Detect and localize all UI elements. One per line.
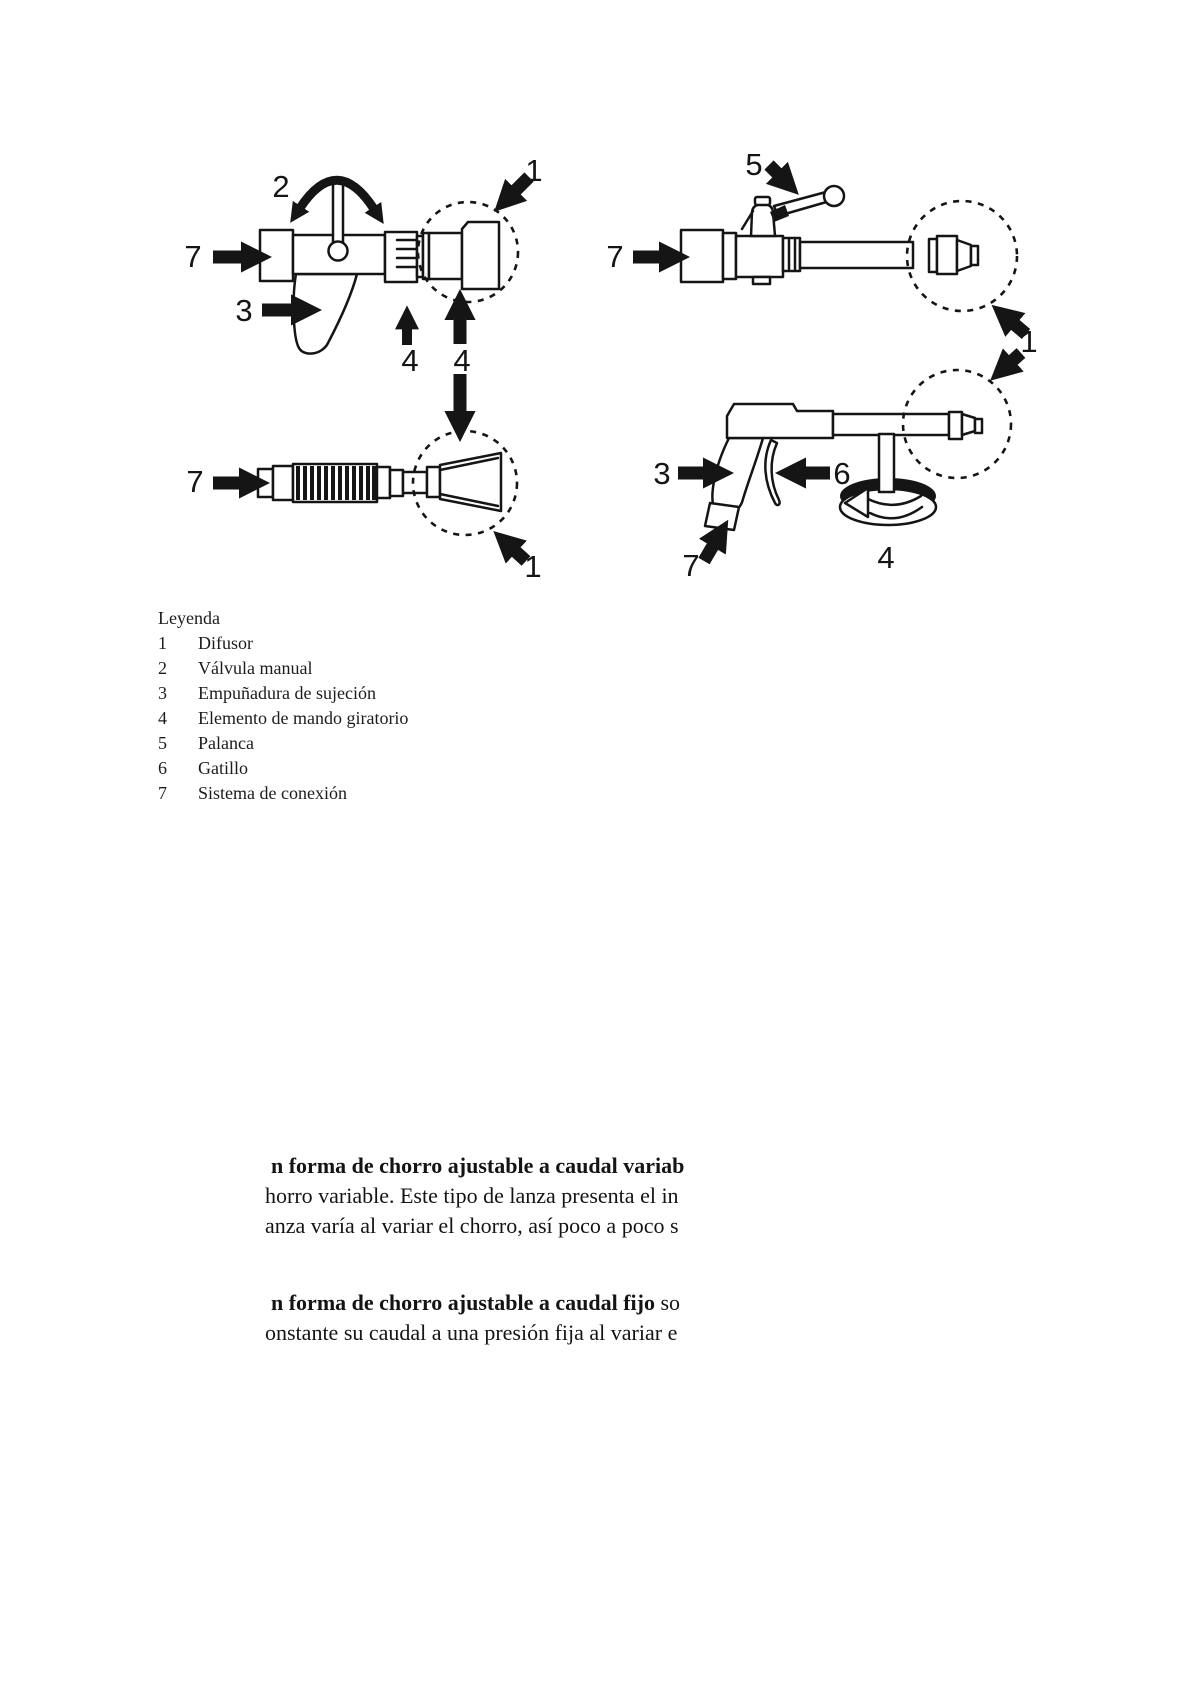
diagram-lance-fuelle <box>186 374 541 584</box>
paragraph-caudal-variable: n forma de chorro ajustable a caudal variab horro variable. Este tipo de lanza presenta el in anza varía al variar el chorro, así poco a poco s <box>265 1153 685 1238</box>
conexion-coupling <box>681 230 723 282</box>
paragraph-heading-line: n forma de chorro ajustable a caudal fijo so <box>271 1290 681 1315</box>
difusor-bell <box>462 222 499 289</box>
difusor-tip <box>962 414 975 435</box>
legend-item-5: 5 Palanca <box>158 733 254 753</box>
legend-item-2: 2 Válvula manual <box>158 658 313 678</box>
callout-1: 1 <box>524 549 542 584</box>
paragraph-caudal-fijo: n forma de chorro ajustable a caudal fijo so onstante su caudal a una presión fija al variar e <box>265 1290 681 1345</box>
callout-6: 6 <box>833 456 851 491</box>
conexion-coupling <box>705 503 739 530</box>
legend-item-1: 1 Difusor <box>158 633 253 653</box>
callout-1-shared <box>1011 323 1038 362</box>
callout-3: 3 <box>653 456 671 491</box>
callout-7: 7 <box>606 239 624 274</box>
legend-item-7: 7 Sistema de conexión <box>158 783 347 803</box>
legend-title: Leyenda <box>158 608 220 628</box>
callout-arrow-7 <box>704 544 714 561</box>
callout-5: 5 <box>745 147 763 182</box>
callout-arrow-5 <box>769 165 779 175</box>
nozzle-figure <box>120 100 1038 584</box>
difusor-cone <box>440 453 501 511</box>
valve-stem-bulb <box>329 242 348 261</box>
callout-1: 1 <box>1020 324 1038 359</box>
callout-4: 4 <box>877 540 895 575</box>
paragraph-heading-line: n forma de chorro ajustable a caudal variab <box>271 1153 685 1178</box>
gatillo-trigger <box>765 440 779 505</box>
callout-3: 3 <box>235 293 253 328</box>
stem <box>879 434 894 492</box>
diagram-lance-pistola <box>653 370 1011 583</box>
legend-item-6: 6 Gatillo <box>158 758 248 778</box>
nozzle-diagram-svg <box>120 100 1038 584</box>
conexion-coupling <box>260 230 293 281</box>
callout-4b: 4 <box>453 343 471 378</box>
callout-1: 1 <box>525 153 543 188</box>
barrel-tube <box>833 414 949 435</box>
valve-bonnet <box>751 204 775 236</box>
diagram-lance-valvula-manual <box>184 153 542 378</box>
empunadura-grip <box>294 274 357 354</box>
callout-7: 7 <box>682 548 700 583</box>
diagram-lance-palanca <box>606 147 1017 311</box>
legend-item-4: 4 Elemento de mando giratorio <box>158 708 409 728</box>
difusor-collar <box>429 233 462 279</box>
callout-7: 7 <box>186 464 204 499</box>
lever-knob <box>824 186 844 206</box>
callout-4a: 4 <box>401 343 419 378</box>
conexion-coupling <box>258 469 273 497</box>
barrel-tube <box>800 242 913 268</box>
legend <box>158 606 408 806</box>
callout-2: 2 <box>272 169 290 204</box>
difusor-tip <box>957 240 971 271</box>
valve-body <box>736 236 783 277</box>
gun-body <box>727 404 833 438</box>
legend-item-3: 3 Empuñadura de sujeción <box>158 683 376 703</box>
callout-7: 7 <box>184 239 202 274</box>
